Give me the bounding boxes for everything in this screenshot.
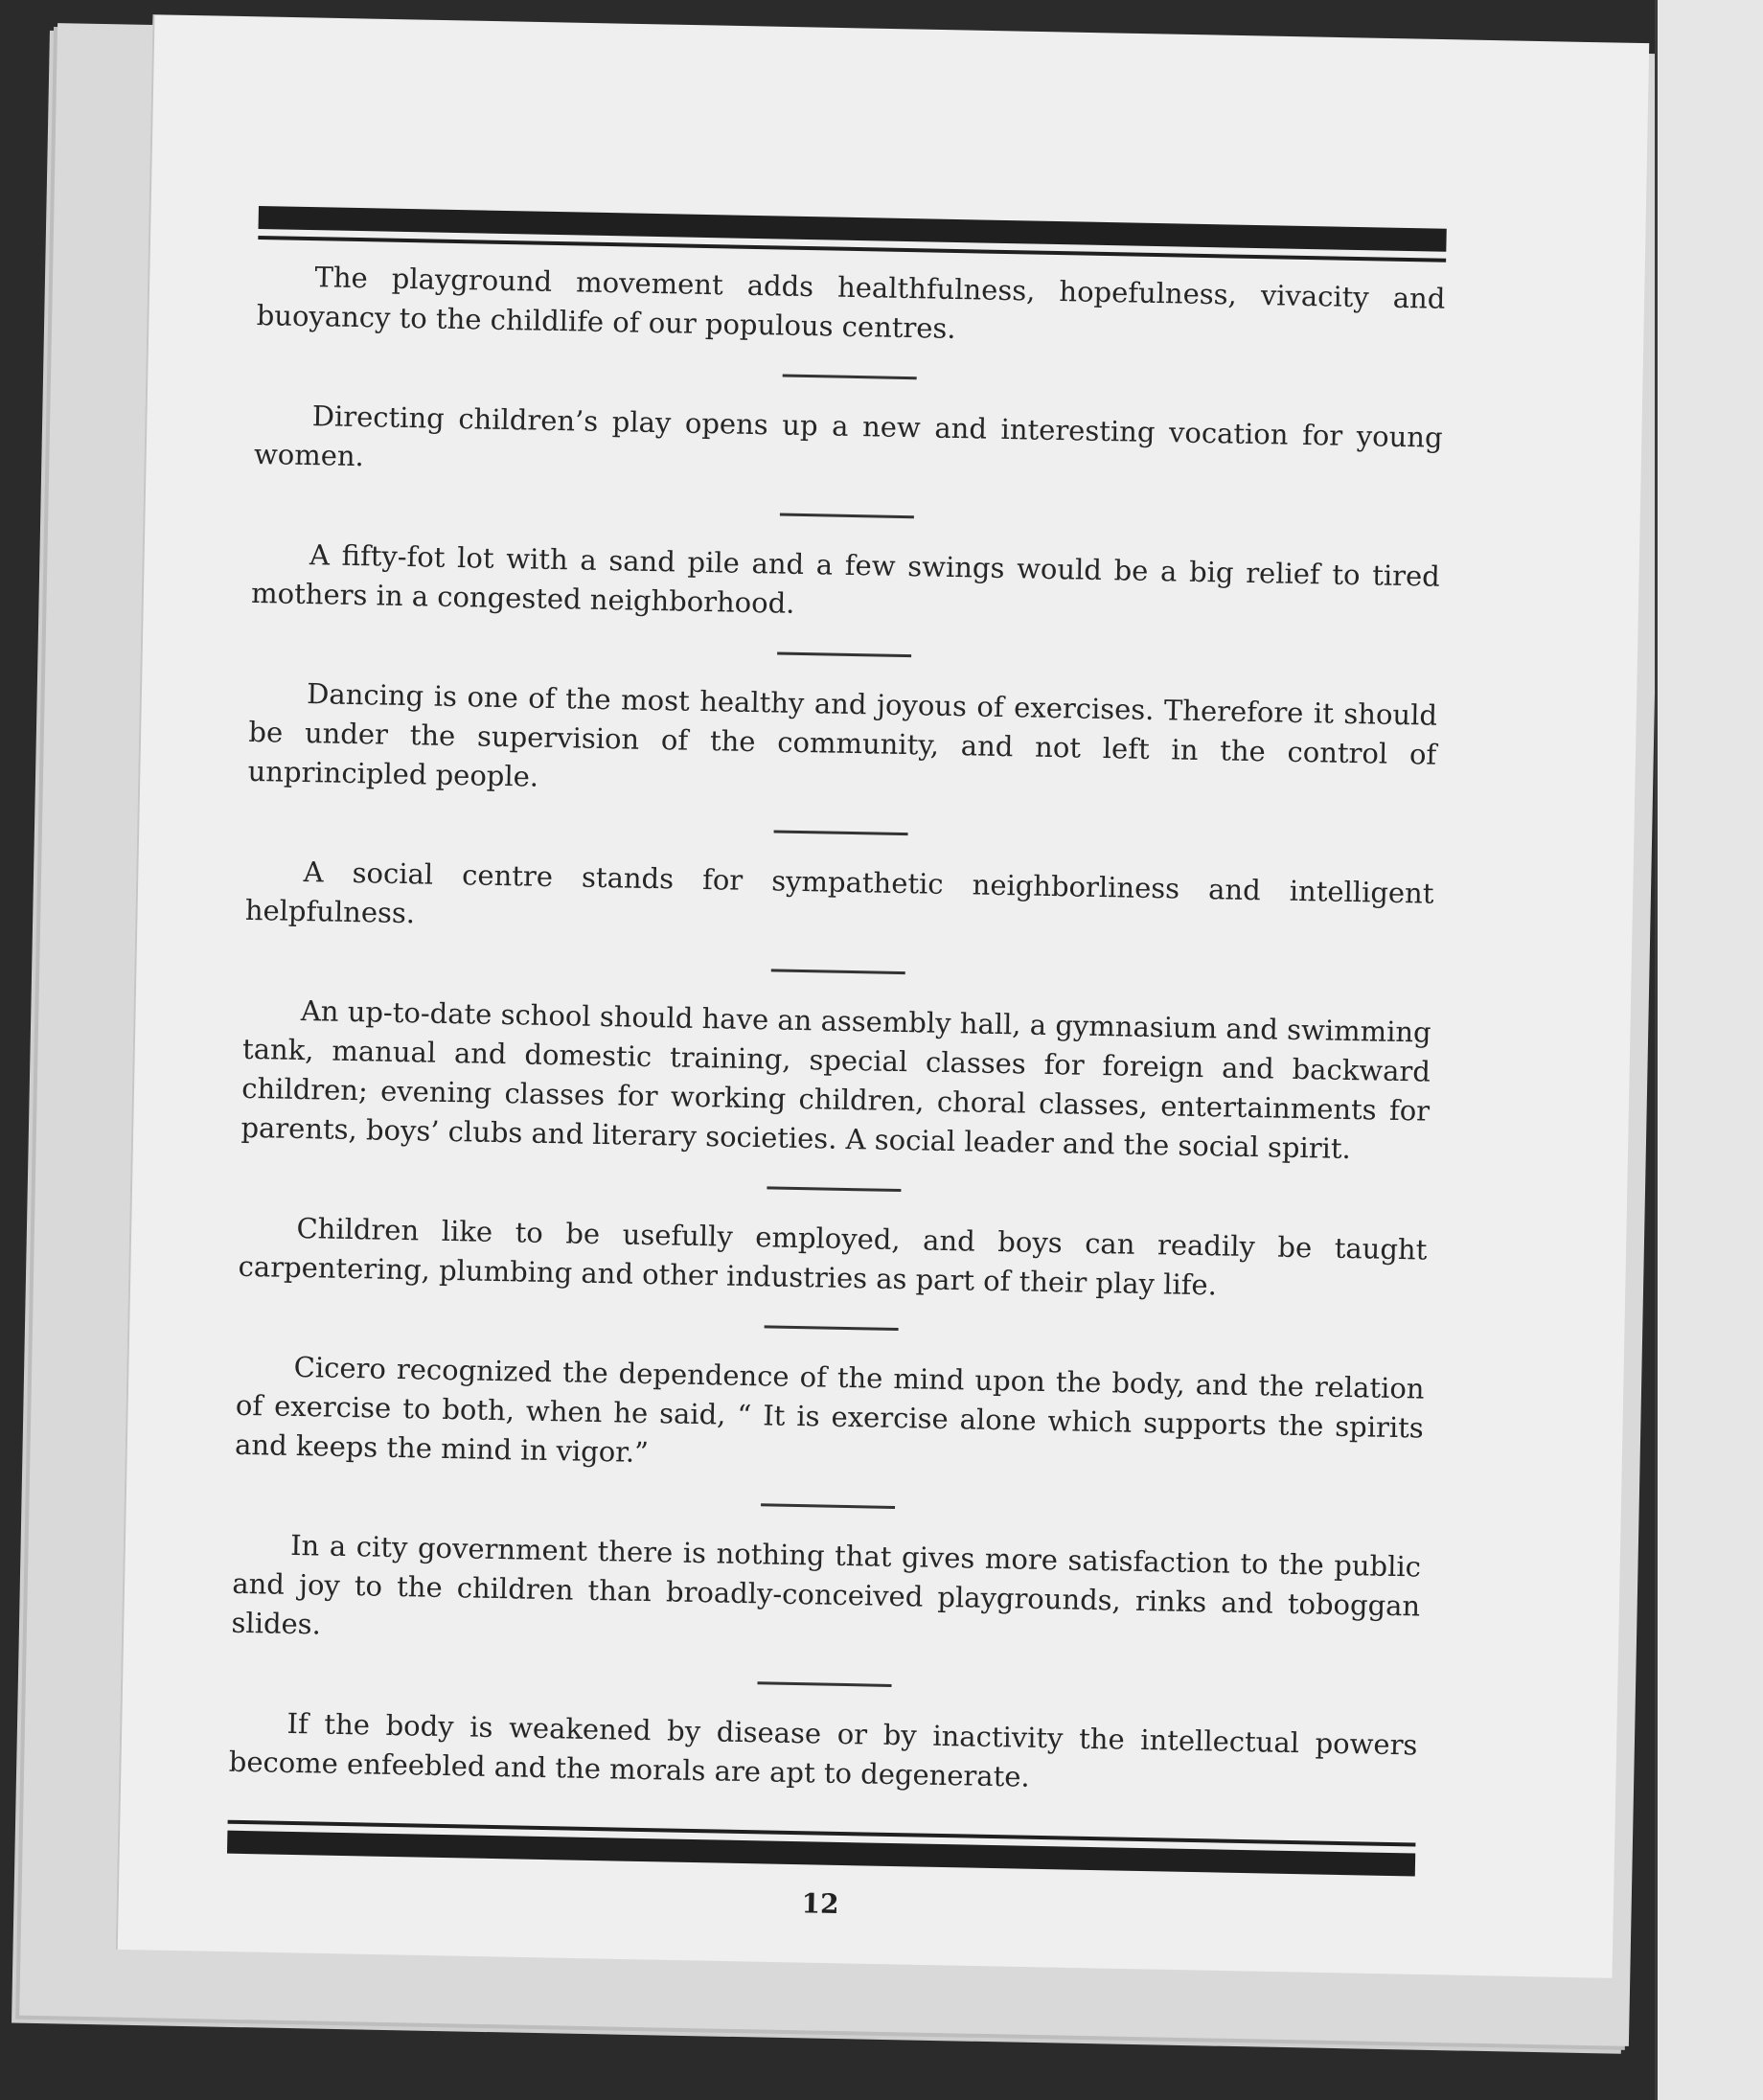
separator-rule — [767, 1186, 901, 1192]
separator-rule — [765, 1325, 899, 1331]
separator-rule — [783, 375, 917, 380]
paragraph-children-employed: Children like to be usefully employed, and boys can readily be taught carpentering, plumbing and other industries as part of their play life. — [238, 1211, 1428, 1302]
separator-rule — [761, 1503, 895, 1509]
paragraph-city-government: In a city government there is nothing that gives more satisfaction to the public and joy to the children than broadly-conceived playgrounds, rinks and toboggan slides. — [231, 1528, 1422, 1641]
page-number: 12 — [801, 1887, 839, 1920]
bottom-thick-rule — [227, 1831, 1415, 1877]
paragraph-playground: The playground movement adds healthfulness, hopefulness, vivacity and buoyancy to the childlife of our populous centres. — [256, 261, 1446, 345]
paragraph-school: An up-to-date school should have an assembly hall, a gymnasium and swimming tank, manual and domestic training, special classes for foreign and backward children; evening classes for working children, choral classes, entertainments for parents, boys’ clubs and literary societies. A social leader and the social spirit. — [240, 994, 1431, 1166]
paragraph-directing-play: Directing children’s play opens up a new and interesting vocation for young women. — [253, 399, 1443, 473]
separator-rule — [774, 830, 908, 835]
adjacent-page-edge — [1655, 0, 1763, 2100]
page-content — [226, 206, 1447, 1930]
separator-rule — [771, 969, 905, 974]
paragraph-sand-pile: A fifty-fot lot with a sand pile and a few swings would be a big relief to tired mothers in a congested neighborhood. — [250, 538, 1441, 620]
paragraph-body-weakened: If the body is weakened by disease or by inactivity the intellectual powers become enfeebled and the morals are apt to degenerate. — [228, 1706, 1418, 1793]
paragraph-dancing: Dancing is one of the most healthy and joyous of exercises. Therefore it should be under the supervision of the community, and not left in the control of unprincipled people. — [247, 677, 1438, 793]
paragraph-social-centre: A social centre stands for sympathetic neighborliness and intelligent helpfulness. — [244, 856, 1434, 930]
separator-rule — [777, 651, 911, 657]
separator-rule — [780, 514, 914, 519]
paragraph-cicero: Cicero recognized the dependence of the mind upon the body, and the relation of exercise to both, when he said, “ It is exercise alone which supports the spirits and keeps the mind in vigor.” — [234, 1350, 1425, 1470]
separator-rule — [757, 1681, 891, 1687]
